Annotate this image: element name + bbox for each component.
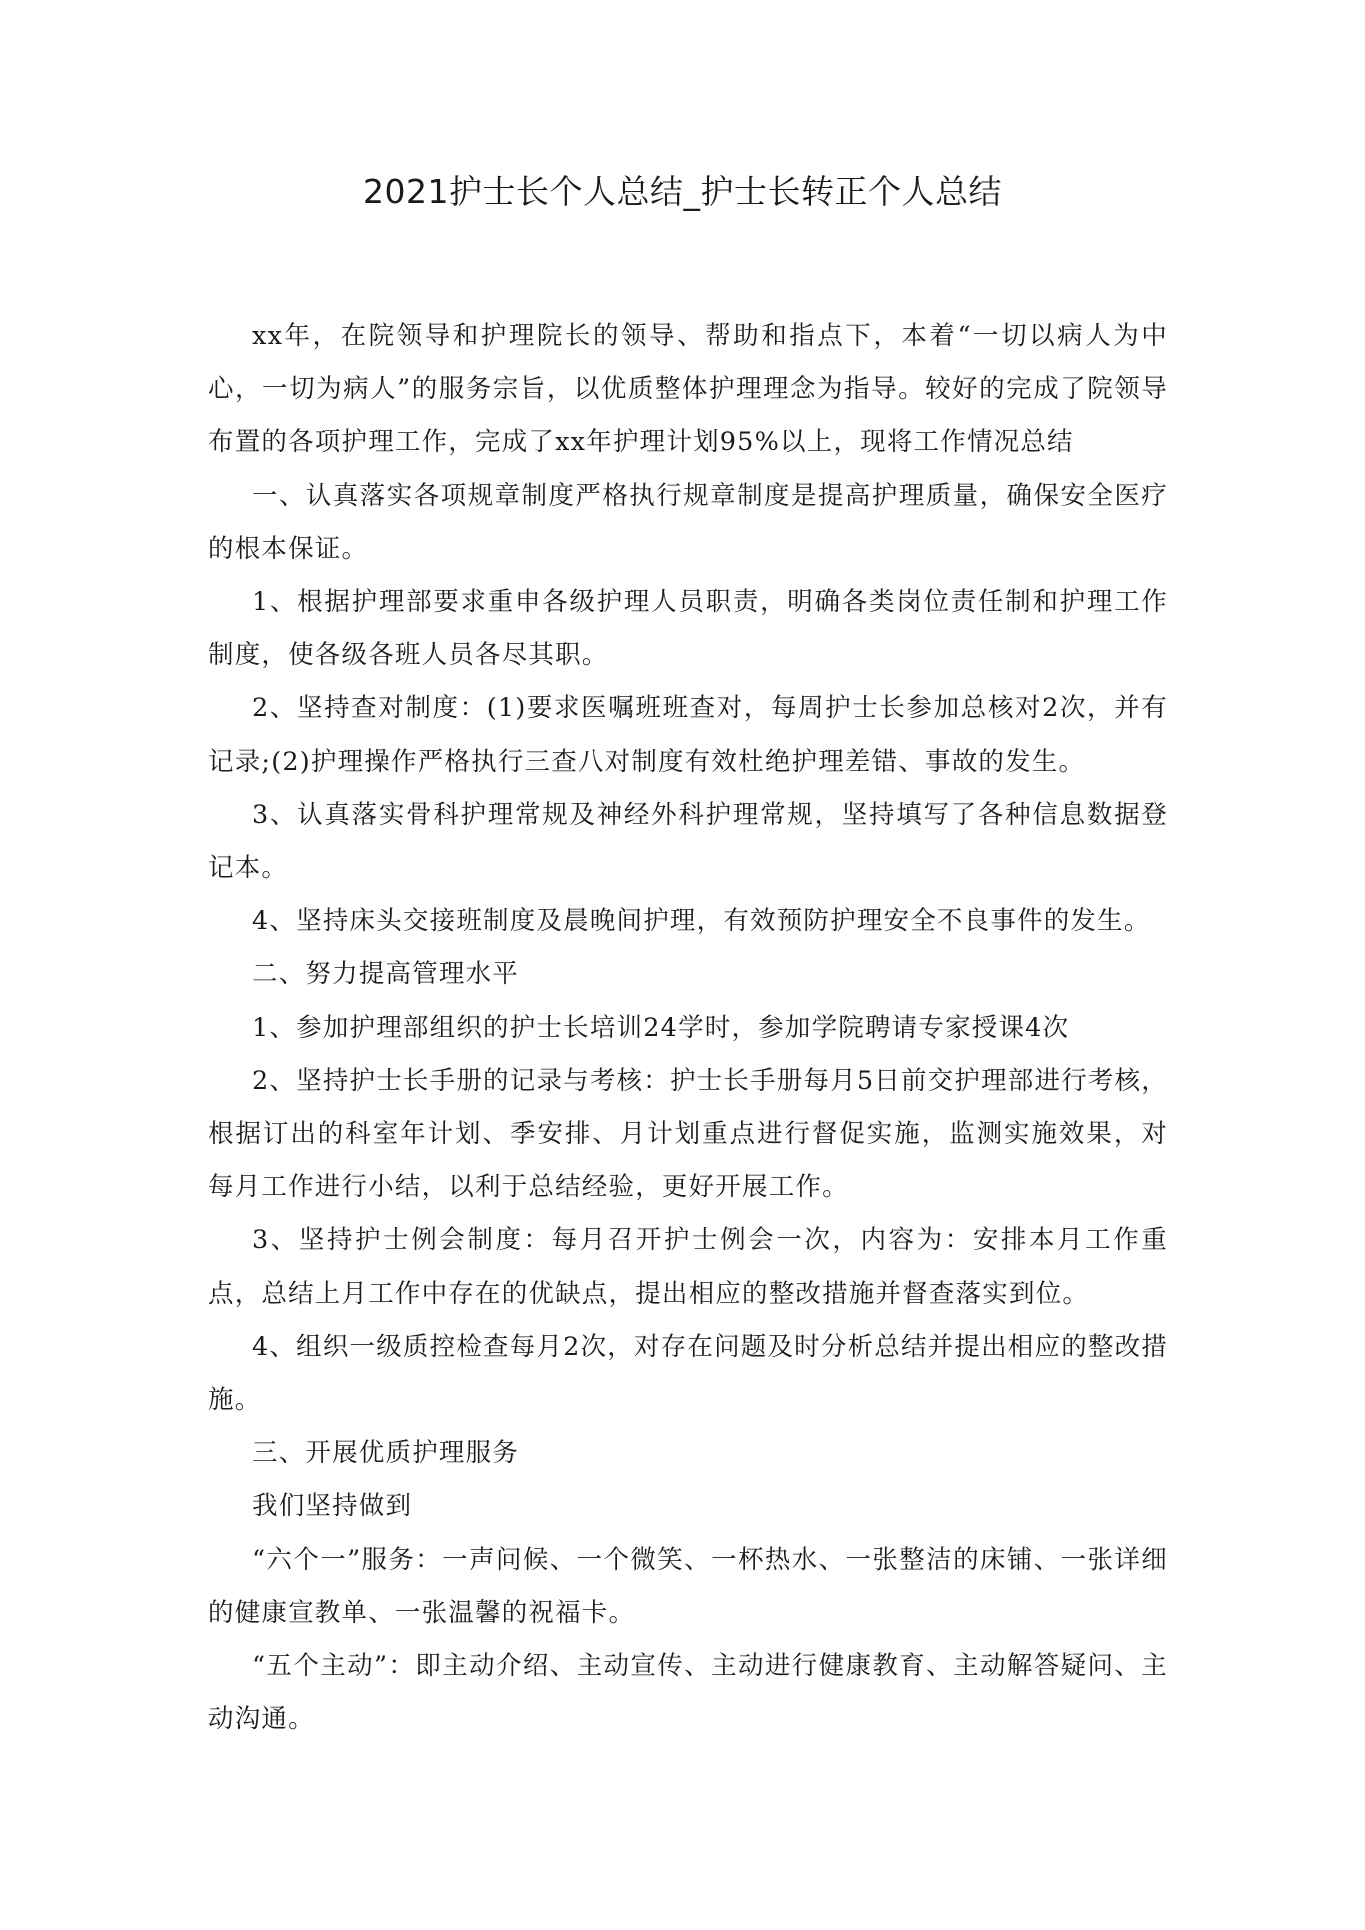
section-heading: 二、努力提高管理水平 bbox=[252, 959, 520, 990]
paragraph: 2、坚持护士长手册的记录与考核：护士长手册每月5日前交护理部进行考核，根据订出的科室年计划、季安排、月计划重点进行督促实施，监测实施效果，对每月工作进行小结，以利于总结经验，更好开展工作。 bbox=[208, 1065, 1168, 1203]
document-body bbox=[208, 310, 1168, 1746]
paragraph: xx年，在院领导和护理院长的领导、帮助和指点下，本着“一切以病人为中心，一切为病人”的服务宗旨，以优质整体护理理念为指导。较好的完成了院领导布置的各项护理工作，完成了xx年护理计划95%以上，现将工作情况总结 bbox=[208, 321, 1168, 458]
paragraph: 3、坚持护士例会制度：每月召开护士例会一次，内容为：安排本月工作重点，总结上月工作中存在的优缺点，提出相应的整改措施并督查落实到位。 bbox=[208, 1225, 1168, 1309]
paragraph: “六个一”服务：一声问候、一个微笑、一杯热水、一张整洁的床铺、一张详细的健康宣教单、一张温馨的祝福卡。 bbox=[208, 1544, 1168, 1628]
section-heading: 三、开展优质护理服务 bbox=[252, 1438, 520, 1469]
paragraph: 4、组织一级质控检查每月2次，对存在问题及时分析总结并提出相应的整改措施。 bbox=[208, 1331, 1168, 1416]
document-title: 2021护士长个人总结_护士长转正个人总结 bbox=[363, 172, 1002, 211]
paragraph: “五个主动”：即主动介绍、主动宣传、主动进行健康教育、主动解答疑问、主动沟通。 bbox=[208, 1651, 1168, 1735]
paragraph: 1、根据护理部要求重申各级护理人员职责，明确各类岗位责任制和护理工作制度，使各级各班人员各尽其职。 bbox=[208, 587, 1168, 671]
paragraph: 3、认真落实骨科护理常规及神经外科护理常规，坚持填写了各种信息数据登记本。 bbox=[208, 799, 1168, 884]
paragraph: 2、坚持查对制度：(1)要求医嘱班班查对，每周护士长参加总核对2次，并有记录;(2)护理操作严格执行三查八对制度有效杜绝护理差错、事故的发生。 bbox=[208, 693, 1168, 777]
paragraph: 4、坚持床头交接班制度及晨晚间护理，有效预防护理安全不良事件的发生。 bbox=[252, 906, 1151, 937]
paragraph: 我们坚持做到 bbox=[252, 1491, 413, 1522]
section-heading: 一、认真落实各项规章制度严格执行规章制度是提高护理质量，确保安全医疗的根本保证。 bbox=[208, 480, 1168, 564]
paragraph: 1、参加护理部组织的护士长培训24学时，参加学院聘请专家授课4次 bbox=[252, 1012, 1070, 1043]
